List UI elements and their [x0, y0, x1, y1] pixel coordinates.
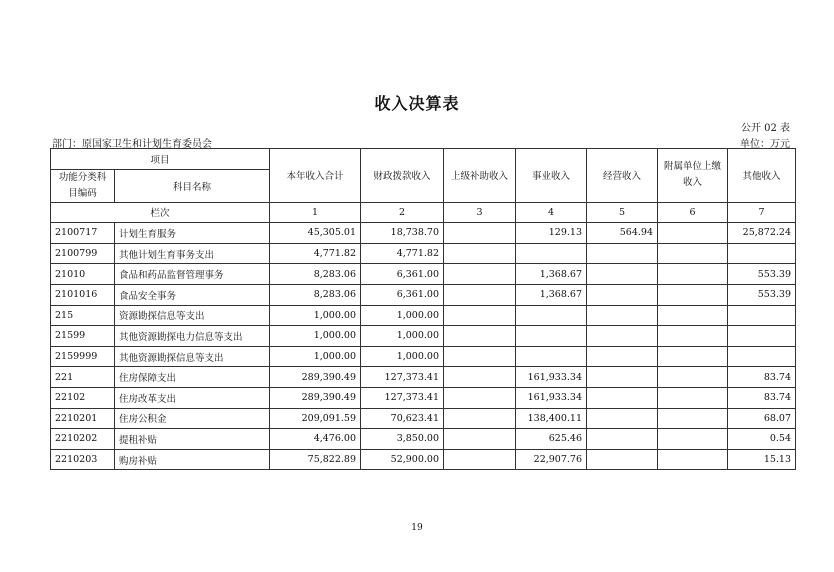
row-value: 68.07 [728, 408, 796, 429]
row-value [444, 243, 516, 264]
row-value [587, 326, 658, 347]
row-value [587, 284, 658, 305]
table-row [51, 223, 796, 244]
column-index: 2 [361, 202, 444, 223]
row-value [444, 326, 516, 347]
row-code: 21599 [51, 326, 115, 347]
row-value [444, 408, 516, 429]
row-value: 45,305.01 [270, 223, 361, 244]
row-value [444, 305, 516, 326]
row-code: 221 [51, 367, 115, 388]
row-value [516, 243, 587, 264]
department-label: 部门：原国家卫生和计划生育委员会 [52, 139, 212, 150]
name-header: 科目名称 [115, 169, 270, 202]
row-value: 1,000.00 [361, 305, 444, 326]
row-value [587, 408, 658, 429]
row-name: 其他资源勘探信息等支出 [115, 346, 270, 367]
row-value: 75,822.89 [270, 449, 361, 470]
page-title: 收入决算表 [374, 94, 460, 113]
row-value: 8,283.06 [270, 264, 361, 285]
table-row [51, 326, 796, 347]
column-index: 1 [270, 202, 361, 223]
column-header: 本年收入合计 [270, 149, 361, 203]
row-value: 553.39 [728, 284, 796, 305]
row-value: 127,373.41 [361, 367, 444, 388]
row-value [516, 326, 587, 347]
row-code: 2100717 [51, 223, 115, 244]
column-header: 附属单位上缴收入 [658, 149, 728, 203]
row-value: 161,933.34 [516, 367, 587, 388]
row-value [444, 284, 516, 305]
column-index: 4 [516, 202, 587, 223]
row-value: 1,368.67 [516, 284, 587, 305]
row-code: 2159999 [51, 346, 115, 367]
row-value [516, 346, 587, 367]
row-value: 553.39 [728, 264, 796, 285]
table-row [51, 243, 796, 264]
row-value: 138,400.11 [516, 408, 587, 429]
column-index: 3 [444, 202, 516, 223]
row-name: 食品安全事务 [115, 284, 270, 305]
row-value: 4,771.82 [361, 243, 444, 264]
item-group-header: 项目 [51, 149, 270, 170]
row-value [658, 449, 728, 470]
row-name: 住房保障支出 [115, 367, 270, 388]
row-value [444, 264, 516, 285]
row-value: 625.46 [516, 429, 587, 450]
row-name: 购房补贴 [115, 449, 270, 470]
table-row [51, 367, 796, 388]
column-header: 经营收入 [587, 149, 658, 203]
row-name: 食品和药品监督管理事务 [115, 264, 270, 285]
row-value [587, 346, 658, 367]
income-table [50, 148, 796, 470]
row-value: 209,091.59 [270, 408, 361, 429]
row-value: 4,771.82 [270, 243, 361, 264]
row-value: 0.54 [728, 429, 796, 450]
row-value: 8,283.06 [270, 284, 361, 305]
row-value [728, 305, 796, 326]
row-code: 22102 [51, 387, 115, 408]
row-value [658, 429, 728, 450]
row-value: 6,361.00 [361, 264, 444, 285]
table-row [51, 264, 796, 285]
row-code: 2100799 [51, 243, 115, 264]
row-value [516, 305, 587, 326]
row-value: 1,368.67 [516, 264, 587, 285]
row-value: 129.13 [516, 223, 587, 244]
row-value [587, 449, 658, 470]
column-header: 事业收入 [516, 149, 587, 203]
row-value [444, 223, 516, 244]
code-header: 功能分类科目编码 [51, 169, 115, 202]
row-value: 25,872.24 [728, 223, 796, 244]
row-value: 22,907.76 [516, 449, 587, 470]
row-value [728, 326, 796, 347]
row-name: 住房改革支出 [115, 387, 270, 408]
row-value [658, 387, 728, 408]
table-row [51, 429, 796, 450]
row-value [587, 429, 658, 450]
row-value [587, 387, 658, 408]
row-value [587, 305, 658, 326]
row-value [587, 243, 658, 264]
row-value [728, 243, 796, 264]
row-value [444, 367, 516, 388]
table-row [51, 449, 796, 470]
row-name: 其他资源勘探电力信息等支出 [115, 326, 270, 347]
row-value [658, 408, 728, 429]
column-header: 其他收入 [728, 149, 796, 203]
row-code: 2101016 [51, 284, 115, 305]
row-value [658, 346, 728, 367]
form-number: 公开 02 表 [740, 123, 790, 134]
row-value [658, 367, 728, 388]
row-code: 21010 [51, 264, 115, 285]
row-code: 2210201 [51, 408, 115, 429]
row-code: 215 [51, 305, 115, 326]
column-index: 6 [658, 202, 728, 223]
row-value: 1,000.00 [270, 305, 361, 326]
row-value: 127,373.41 [361, 387, 444, 408]
row-value: 289,390.49 [270, 387, 361, 408]
row-value: 1,000.00 [361, 326, 444, 347]
row-value: 15.13 [728, 449, 796, 470]
table-row [51, 387, 796, 408]
row-value [444, 429, 516, 450]
row-value: 161,933.34 [516, 387, 587, 408]
row-value: 1,000.00 [270, 326, 361, 347]
row-value: 18,738.70 [361, 223, 444, 244]
row-value: 83.74 [728, 367, 796, 388]
table-body [51, 223, 796, 470]
row-value: 564.94 [587, 223, 658, 244]
row-name: 提租补贴 [115, 429, 270, 450]
row-value: 3,850.00 [361, 429, 444, 450]
table-row [51, 408, 796, 429]
row-value: 289,390.49 [270, 367, 361, 388]
row-value [658, 223, 728, 244]
table-row [51, 284, 796, 305]
row-value [728, 346, 796, 367]
row-value: 6,361.00 [361, 284, 444, 305]
row-name: 资源勘探信息等支出 [115, 305, 270, 326]
column-index: 7 [728, 202, 796, 223]
row-value [658, 305, 728, 326]
row-value: 83.74 [728, 387, 796, 408]
row-value [587, 367, 658, 388]
row-label-header: 栏次 [51, 202, 270, 223]
column-header: 上级补助收入 [444, 149, 516, 203]
column-index: 5 [587, 202, 658, 223]
row-value [587, 264, 658, 285]
row-code: 2210202 [51, 429, 115, 450]
row-value: 4,476.00 [270, 429, 361, 450]
row-value: 1,000.00 [270, 346, 361, 367]
table-row [51, 346, 796, 367]
row-value: 70,623.41 [361, 408, 444, 429]
row-value: 52,900.00 [361, 449, 444, 470]
row-value [444, 387, 516, 408]
row-code: 2210203 [51, 449, 115, 470]
page-number: 19 [411, 523, 423, 533]
unit-label: 单位：万元 [740, 139, 790, 150]
column-header: 财政拨款收入 [361, 149, 444, 203]
row-name: 住房公积金 [115, 408, 270, 429]
row-value [658, 284, 728, 305]
row-value [658, 264, 728, 285]
table-row [51, 305, 796, 326]
row-value: 1,000.00 [361, 346, 444, 367]
row-name: 计划生育服务 [115, 223, 270, 244]
row-value [444, 346, 516, 367]
row-value [444, 449, 516, 470]
row-name: 其他计划生育事务支出 [115, 243, 270, 264]
row-value [658, 243, 728, 264]
row-value [658, 326, 728, 347]
